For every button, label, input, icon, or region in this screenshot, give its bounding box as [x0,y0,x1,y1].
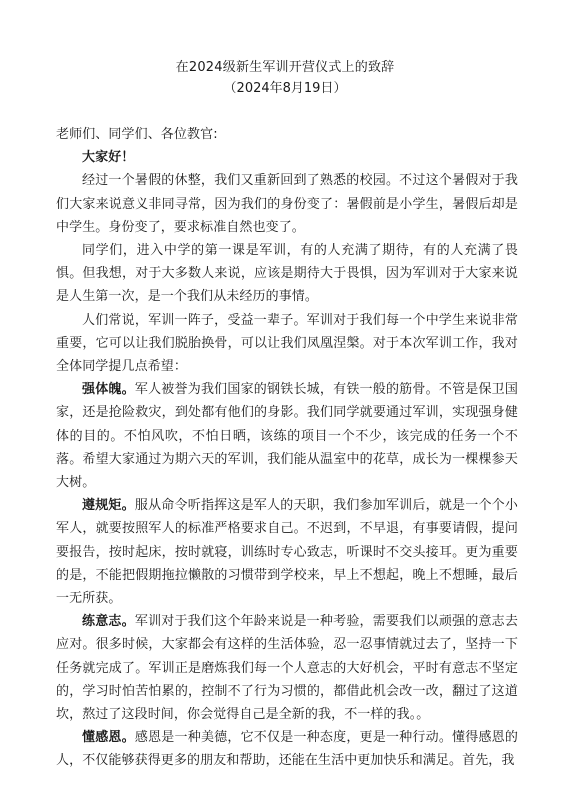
paragraph-text: 军人被誉为我们国家的钢铁长城，有铁一般的筋骨。不管是保卫国家，还是抢险救灾，到处都有他们的身影。我们同学就要通过军训，实现强身健体的目的。不怕风吹，不怕日晒，该练的项目一个不少，该完成的任务一个不落。希望大家通过为期六天的军训，我们能从温室中的花草，成长为一棵棵参天大树。 [56,382,519,491]
paragraph [56,169,518,239]
paragraph [56,726,518,772]
paragraph-text: 感恩是一种美德，它不仅是一种态度，更是一种行动。懂得感恩的人，不仅能够获得更多的朋友和帮助，还能在生活中更加快乐和满足。首先，我 [56,730,519,769]
paragraph-lead: 遵规矩。 [82,498,135,514]
paragraph-text: 同学们，进入中学的第一课是军训，有的人充满了期待，有的人充满了畏惧。但我想，对于大多数人来说，应该是期待大于畏惧，因为军训对于大家来说是人生第一次，是一个我们从未经历的事情。 [56,243,518,305]
paragraph-lead: 强体魄。 [82,382,135,398]
paragraph [56,309,518,379]
paragraph [56,239,518,309]
document-title: 在2024级新生军训开营仪式上的致辞 [175,60,395,75]
salutation: 老师们、同学们、各位教官: [56,127,218,142]
paragraph-lead: 懂感恩。 [82,730,135,746]
document-date: （2024年8月19日） [223,81,347,96]
document-body [56,123,518,773]
paragraph-text: 服从命令听指挥这是军人的天职，我们参加军训后，就是一个个小军人，就要按照军人的标准严格要求自己。不迟到，不早退，有事要请假，提问要报告，按时起床，按时就寝，训练时专心致志，听课时不交头接耳。更为重要的是，不能把假期拖拉懒散的习惯带到学校来，早上不想起，晚上不想睡，最后一无所获。 [56,498,519,607]
paragraph [56,378,518,494]
paragraph [56,610,518,726]
paragraph-text: 经过一个暑假的休整，我们又重新回到了熟悉的校园。不过这个暑假对于我们大家来说意义非同寻常，因为我们的身份变了：暑假前是小学生，暑假后却是中学生。身份变了，要求标准自然也变了。 [56,173,518,235]
greeting: 大家好！ [82,150,135,166]
paragraph [56,494,518,610]
paragraph-lead: 练意志。 [82,614,135,630]
paragraph-text: 人们常说，军训一阵子，受益一辈子。军训对于我们每一个中学生来说非常重要，它可以让我们脱胎换骨，可以让我们凤凰涅槃。对于本次军训工作，我对全体同学提几点希望： [56,312,518,375]
paragraph-text: 军训对于我们这个年龄来说是一种考验，需要我们以顽强的意志去应对。很多时候，大家都会有这样的生活体验，忍一忍事情就过去了，坚持一下任务就完成了。军训正是磨炼我们每一个人意志的大好机会，平时有意志不坚定的，学习时怕苦怕累的，控制不了行为习惯的，都借此机会改一改，翻过了这道坎，熬过了这段时间，你会觉得自己是全新的我，不一样的我。。 [56,614,519,723]
